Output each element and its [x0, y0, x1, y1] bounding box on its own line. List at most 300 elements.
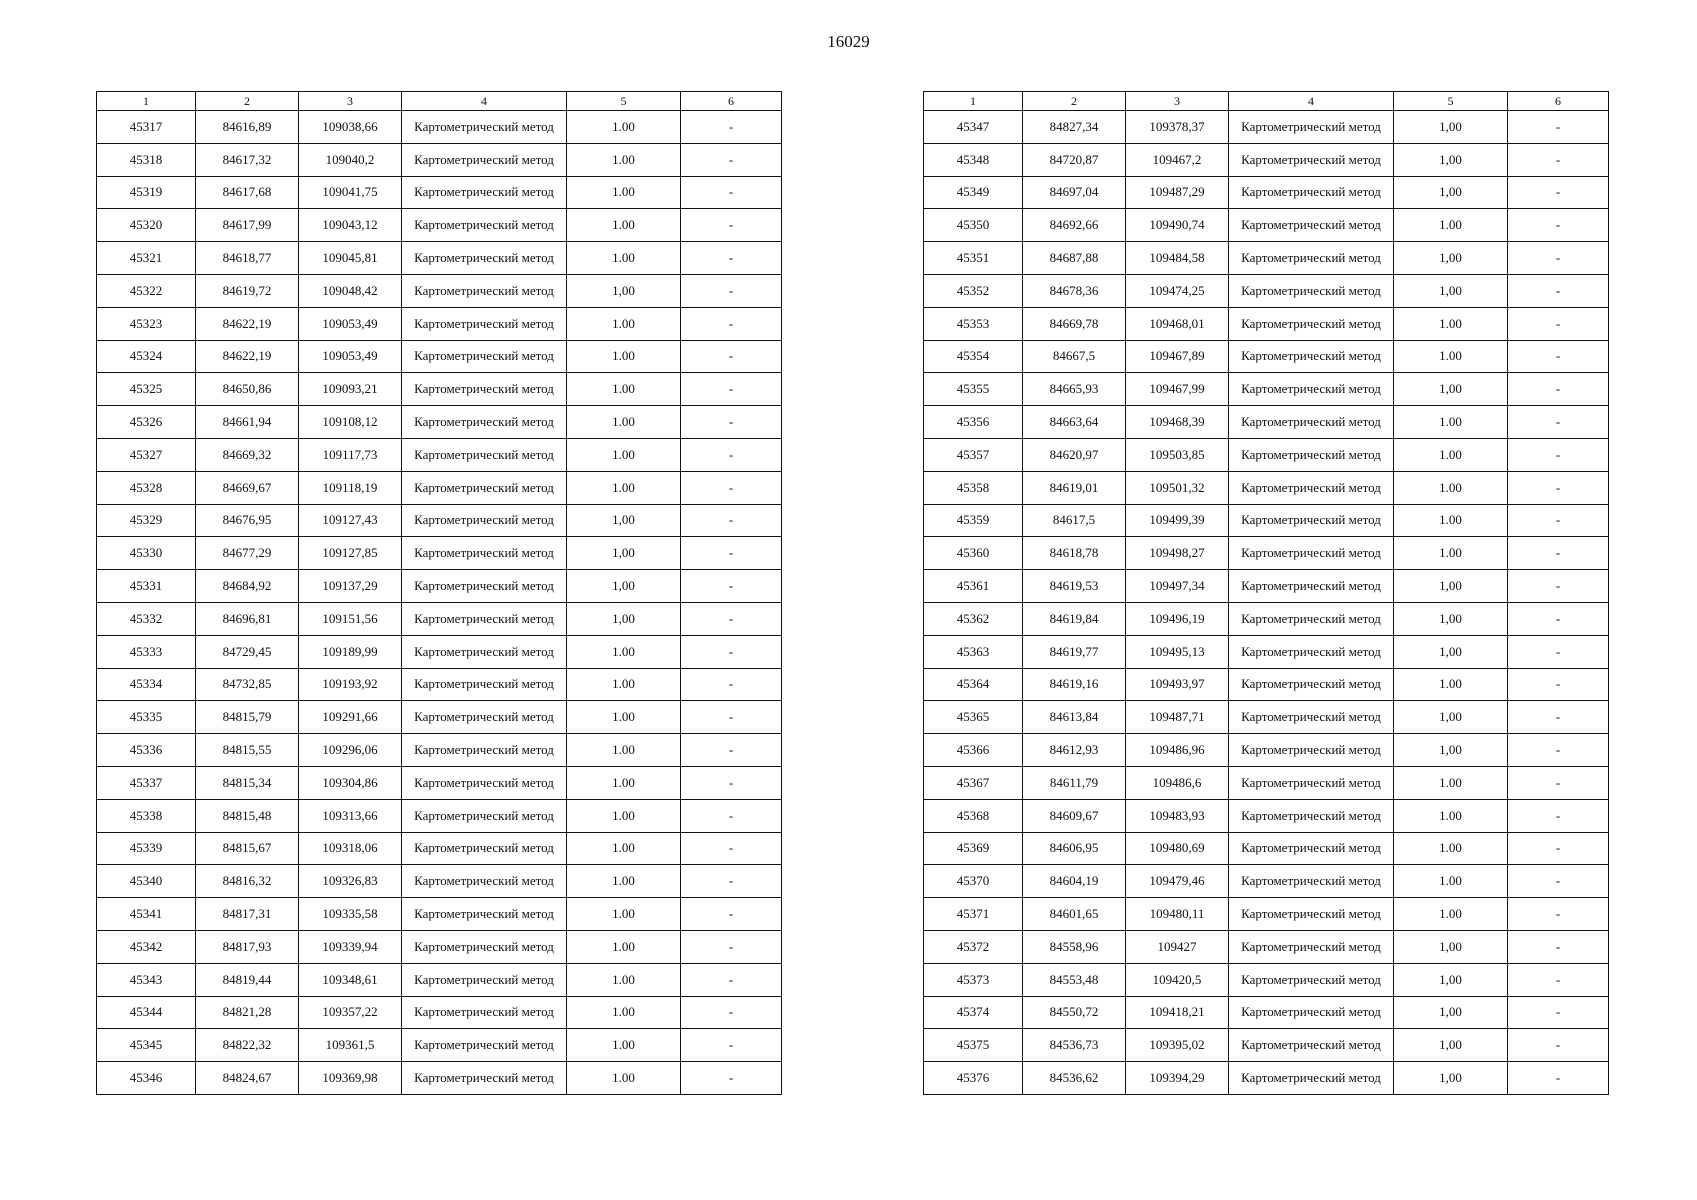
note-cell: - [681, 734, 782, 767]
y-coordinate-cell: 109326,83 [299, 865, 402, 898]
method-cell: Картометрический метод [1229, 701, 1394, 734]
table-row [97, 570, 782, 603]
y-coordinate-cell: 109357,22 [299, 996, 402, 1029]
note-cell: - [1508, 865, 1609, 898]
method-cell: Картометрический метод [402, 1062, 567, 1095]
table-row [924, 996, 1609, 1029]
note-cell: - [681, 1029, 782, 1062]
y-coordinate-cell: 109193,92 [299, 668, 402, 701]
table-row [97, 963, 782, 996]
note-cell: - [1508, 242, 1609, 275]
accuracy-cell: 1,00 [1394, 242, 1508, 275]
method-cell: Картометрический метод [1229, 504, 1394, 537]
point-number-cell: 45376 [924, 1062, 1023, 1095]
point-number-cell: 45358 [924, 471, 1023, 504]
method-cell: Картометрический метод [1229, 635, 1394, 668]
x-coordinate-cell: 84553,48 [1023, 963, 1126, 996]
method-cell: Картометрический метод [1229, 143, 1394, 176]
method-cell: Картометрический метод [402, 766, 567, 799]
point-number-cell: 45364 [924, 668, 1023, 701]
y-coordinate-cell: 109427 [1126, 930, 1229, 963]
accuracy-cell: 1.00 [567, 996, 681, 1029]
point-number-cell: 45347 [924, 111, 1023, 144]
table-header-row [924, 92, 1609, 111]
y-coordinate-cell: 109038,66 [299, 111, 402, 144]
x-coordinate-cell: 84676,95 [196, 504, 299, 537]
point-number-cell: 45341 [97, 898, 196, 931]
x-coordinate-cell: 84617,32 [196, 143, 299, 176]
table-row [924, 865, 1609, 898]
y-coordinate-cell: 109348,61 [299, 963, 402, 996]
accuracy-cell: 1.00 [1394, 898, 1508, 931]
accuracy-cell: 1.00 [1394, 832, 1508, 865]
accuracy-cell: 1.00 [567, 668, 681, 701]
y-coordinate-cell: 109127,43 [299, 504, 402, 537]
table-row [97, 143, 782, 176]
accuracy-cell: 1,00 [1394, 1062, 1508, 1095]
table-row [924, 766, 1609, 799]
method-cell: Картометрический метод [402, 406, 567, 439]
x-coordinate-cell: 84819,44 [196, 963, 299, 996]
method-cell: Картометрический метод [1229, 1029, 1394, 1062]
note-cell: - [681, 930, 782, 963]
point-number-cell: 45357 [924, 438, 1023, 471]
column-header: 6 [681, 92, 782, 111]
x-coordinate-cell: 84618,77 [196, 242, 299, 275]
y-coordinate-cell: 109304,86 [299, 766, 402, 799]
method-cell: Картометрический метод [1229, 176, 1394, 209]
note-cell: - [1508, 1029, 1609, 1062]
y-coordinate-cell: 109420,5 [1126, 963, 1229, 996]
method-cell: Картометрический метод [1229, 734, 1394, 767]
point-number-cell: 45366 [924, 734, 1023, 767]
point-number-cell: 45356 [924, 406, 1023, 439]
y-coordinate-cell: 109394,29 [1126, 1062, 1229, 1095]
note-cell: - [1508, 406, 1609, 439]
method-cell: Картометрический метод [1229, 1062, 1394, 1095]
method-cell: Картометрический метод [1229, 209, 1394, 242]
point-number-cell: 45323 [97, 307, 196, 340]
y-coordinate-cell: 109468,39 [1126, 406, 1229, 439]
point-number-cell: 45346 [97, 1062, 196, 1095]
point-number-cell: 45345 [97, 1029, 196, 1062]
table-row [97, 373, 782, 406]
accuracy-cell: 1,00 [1394, 570, 1508, 603]
table-row [97, 242, 782, 275]
accuracy-cell: 1,00 [1394, 176, 1508, 209]
y-coordinate-cell: 109479,46 [1126, 865, 1229, 898]
table-row [97, 832, 782, 865]
note-cell: - [681, 176, 782, 209]
table-row [97, 1029, 782, 1062]
note-cell: - [1508, 537, 1609, 570]
point-number-cell: 45342 [97, 930, 196, 963]
y-coordinate-cell: 109335,58 [299, 898, 402, 931]
point-number-cell: 45353 [924, 307, 1023, 340]
table-row [924, 570, 1609, 603]
column-header: 6 [1508, 92, 1609, 111]
table-row [97, 471, 782, 504]
note-cell: - [1508, 373, 1609, 406]
method-cell: Картометрический метод [1229, 111, 1394, 144]
accuracy-cell: 1.00 [567, 865, 681, 898]
y-coordinate-cell: 109093,21 [299, 373, 402, 406]
note-cell: - [1508, 668, 1609, 701]
point-number-cell: 45329 [97, 504, 196, 537]
accuracy-cell: 1.00 [1394, 209, 1508, 242]
x-coordinate-cell: 84669,78 [1023, 307, 1126, 340]
table-row [97, 734, 782, 767]
method-cell: Картометрический метод [1229, 406, 1394, 439]
x-coordinate-cell: 84665,93 [1023, 373, 1126, 406]
point-number-cell: 45334 [97, 668, 196, 701]
accuracy-cell: 1,00 [1394, 111, 1508, 144]
method-cell: Картометрический метод [402, 602, 567, 635]
note-cell: - [681, 996, 782, 1029]
x-coordinate-cell: 84619,77 [1023, 635, 1126, 668]
coordinates-table-right [923, 91, 1609, 1095]
table-row [924, 898, 1609, 931]
note-cell: - [1508, 340, 1609, 373]
method-cell: Картометрический метод [402, 209, 567, 242]
note-cell: - [1508, 504, 1609, 537]
y-coordinate-cell: 109043,12 [299, 209, 402, 242]
accuracy-cell: 1.00 [1394, 471, 1508, 504]
method-cell: Картометрический метод [402, 111, 567, 144]
table-row [924, 930, 1609, 963]
method-cell: Картометрический метод [402, 340, 567, 373]
note-cell: - [1508, 734, 1609, 767]
method-cell: Картометрический метод [1229, 537, 1394, 570]
note-cell: - [681, 602, 782, 635]
table-row [924, 1062, 1609, 1095]
method-cell: Картометрический метод [402, 438, 567, 471]
point-number-cell: 45328 [97, 471, 196, 504]
note-cell: - [1508, 996, 1609, 1029]
note-cell: - [681, 963, 782, 996]
point-number-cell: 45332 [97, 602, 196, 635]
y-coordinate-cell: 109496,19 [1126, 602, 1229, 635]
x-coordinate-cell: 84824,67 [196, 1062, 299, 1095]
accuracy-cell: 1.00 [567, 1062, 681, 1095]
note-cell: - [681, 504, 782, 537]
column-header: 2 [196, 92, 299, 111]
note-cell: - [681, 406, 782, 439]
column-header: 2 [1023, 92, 1126, 111]
accuracy-cell: 1.00 [1394, 406, 1508, 439]
note-cell: - [1508, 471, 1609, 504]
y-coordinate-cell: 109467,89 [1126, 340, 1229, 373]
method-cell: Картометрический метод [1229, 996, 1394, 1029]
x-coordinate-cell: 84696,81 [196, 602, 299, 635]
x-coordinate-cell: 84822,32 [196, 1029, 299, 1062]
note-cell: - [1508, 602, 1609, 635]
column-header: 1 [924, 92, 1023, 111]
point-number-cell: 45371 [924, 898, 1023, 931]
column-header: 5 [1394, 92, 1508, 111]
table-row [97, 766, 782, 799]
point-number-cell: 45368 [924, 799, 1023, 832]
accuracy-cell: 1.00 [1394, 307, 1508, 340]
method-cell: Картометрический метод [1229, 865, 1394, 898]
x-coordinate-cell: 84617,68 [196, 176, 299, 209]
table-row [97, 537, 782, 570]
table-row [97, 996, 782, 1029]
point-number-cell: 45352 [924, 274, 1023, 307]
point-number-cell: 45367 [924, 766, 1023, 799]
note-cell: - [681, 340, 782, 373]
accuracy-cell: 1.00 [567, 799, 681, 832]
table-row [97, 340, 782, 373]
table-row [97, 307, 782, 340]
x-coordinate-cell: 84609,67 [1023, 799, 1126, 832]
y-coordinate-cell: 109467,99 [1126, 373, 1229, 406]
note-cell: - [681, 570, 782, 603]
table-row [924, 438, 1609, 471]
table-row [924, 537, 1609, 570]
point-number-cell: 45326 [97, 406, 196, 439]
x-coordinate-cell: 84815,34 [196, 766, 299, 799]
accuracy-cell: 1.00 [567, 242, 681, 275]
point-number-cell: 45359 [924, 504, 1023, 537]
note-cell: - [1508, 1062, 1609, 1095]
x-coordinate-cell: 84669,32 [196, 438, 299, 471]
x-coordinate-cell: 84817,93 [196, 930, 299, 963]
method-cell: Картометрический метод [402, 734, 567, 767]
x-coordinate-cell: 84619,16 [1023, 668, 1126, 701]
method-cell: Картометрический метод [1229, 438, 1394, 471]
note-cell: - [1508, 799, 1609, 832]
x-coordinate-cell: 84720,87 [1023, 143, 1126, 176]
note-cell: - [1508, 209, 1609, 242]
y-coordinate-cell: 109503,85 [1126, 438, 1229, 471]
x-coordinate-cell: 84606,95 [1023, 832, 1126, 865]
accuracy-cell: 1.00 [1394, 668, 1508, 701]
method-cell: Картометрический метод [1229, 570, 1394, 603]
table-row [924, 471, 1609, 504]
y-coordinate-cell: 109041,75 [299, 176, 402, 209]
point-number-cell: 45375 [924, 1029, 1023, 1062]
note-cell: - [1508, 635, 1609, 668]
y-coordinate-cell: 109127,85 [299, 537, 402, 570]
table-row [924, 635, 1609, 668]
point-number-cell: 45372 [924, 930, 1023, 963]
accuracy-cell: 1,00 [567, 537, 681, 570]
y-coordinate-cell: 109318,06 [299, 832, 402, 865]
x-coordinate-cell: 84821,28 [196, 996, 299, 1029]
method-cell: Картометрический метод [402, 143, 567, 176]
point-number-cell: 45330 [97, 537, 196, 570]
accuracy-cell: 1,00 [1394, 701, 1508, 734]
table-row [97, 209, 782, 242]
point-number-cell: 45350 [924, 209, 1023, 242]
method-cell: Картометрический метод [1229, 307, 1394, 340]
point-number-cell: 45319 [97, 176, 196, 209]
note-cell: - [681, 668, 782, 701]
x-coordinate-cell: 84622,19 [196, 307, 299, 340]
x-coordinate-cell: 84622,19 [196, 340, 299, 373]
point-number-cell: 45365 [924, 701, 1023, 734]
point-number-cell: 45348 [924, 143, 1023, 176]
table-row [97, 1062, 782, 1095]
y-coordinate-cell: 109137,29 [299, 570, 402, 603]
column-header: 4 [1229, 92, 1394, 111]
table-row [924, 209, 1609, 242]
x-coordinate-cell: 84619,72 [196, 274, 299, 307]
table-row [924, 1029, 1609, 1062]
note-cell: - [681, 766, 782, 799]
method-cell: Картометрический метод [402, 635, 567, 668]
table-row [924, 701, 1609, 734]
point-number-cell: 45374 [924, 996, 1023, 1029]
table-row [924, 340, 1609, 373]
accuracy-cell: 1.00 [1394, 799, 1508, 832]
y-coordinate-cell: 109474,25 [1126, 274, 1229, 307]
table-row [924, 668, 1609, 701]
x-coordinate-cell: 84815,79 [196, 701, 299, 734]
note-cell: - [681, 274, 782, 307]
accuracy-cell: 1,00 [1394, 274, 1508, 307]
x-coordinate-cell: 84827,34 [1023, 111, 1126, 144]
method-cell: Картометрический метод [402, 930, 567, 963]
note-cell: - [1508, 701, 1609, 734]
x-coordinate-cell: 84618,78 [1023, 537, 1126, 570]
note-cell: - [681, 898, 782, 931]
y-coordinate-cell: 109499,39 [1126, 504, 1229, 537]
note-cell: - [1508, 111, 1609, 144]
y-coordinate-cell: 109339,94 [299, 930, 402, 963]
accuracy-cell: 1,00 [1394, 635, 1508, 668]
point-number-cell: 45337 [97, 766, 196, 799]
method-cell: Картометрический метод [402, 668, 567, 701]
x-coordinate-cell: 84550,72 [1023, 996, 1126, 1029]
point-number-cell: 45331 [97, 570, 196, 603]
point-number-cell: 45339 [97, 832, 196, 865]
table-row [924, 602, 1609, 635]
column-header: 3 [1126, 92, 1229, 111]
method-cell: Картометрический метод [402, 832, 567, 865]
accuracy-cell: 1.00 [567, 734, 681, 767]
note-cell: - [1508, 438, 1609, 471]
table-row [97, 602, 782, 635]
point-number-cell: 45336 [97, 734, 196, 767]
y-coordinate-cell: 109467,2 [1126, 143, 1229, 176]
y-coordinate-cell: 109189,99 [299, 635, 402, 668]
accuracy-cell: 1.00 [567, 930, 681, 963]
y-coordinate-cell: 109468,01 [1126, 307, 1229, 340]
accuracy-cell: 1.00 [567, 340, 681, 373]
table-row [97, 438, 782, 471]
x-coordinate-cell: 84815,67 [196, 832, 299, 865]
table-row [97, 898, 782, 931]
note-cell: - [681, 1062, 782, 1095]
accuracy-cell: 1,00 [567, 274, 681, 307]
table-row [924, 143, 1609, 176]
x-coordinate-cell: 84617,99 [196, 209, 299, 242]
coordinates-table-left [96, 91, 782, 1095]
x-coordinate-cell: 84536,62 [1023, 1062, 1126, 1095]
y-coordinate-cell: 109378,37 [1126, 111, 1229, 144]
point-number-cell: 45361 [924, 570, 1023, 603]
y-coordinate-cell: 109490,74 [1126, 209, 1229, 242]
method-cell: Картометрический метод [402, 242, 567, 275]
table-row [97, 668, 782, 701]
x-coordinate-cell: 84619,84 [1023, 602, 1126, 635]
point-number-cell: 45362 [924, 602, 1023, 635]
accuracy-cell: 1,00 [1394, 602, 1508, 635]
accuracy-cell: 1,00 [1394, 1029, 1508, 1062]
x-coordinate-cell: 84601,65 [1023, 898, 1126, 931]
y-coordinate-cell: 109108,12 [299, 406, 402, 439]
table-row [924, 406, 1609, 439]
x-coordinate-cell: 84619,01 [1023, 471, 1126, 504]
table-row [97, 176, 782, 209]
x-coordinate-cell: 84678,36 [1023, 274, 1126, 307]
accuracy-cell: 1.00 [1394, 504, 1508, 537]
table-row [924, 111, 1609, 144]
accuracy-cell: 1.00 [567, 209, 681, 242]
method-cell: Картометрический метод [1229, 930, 1394, 963]
column-header: 5 [567, 92, 681, 111]
y-coordinate-cell: 109040,2 [299, 143, 402, 176]
method-cell: Картометрический метод [1229, 963, 1394, 996]
point-number-cell: 45369 [924, 832, 1023, 865]
point-number-cell: 45321 [97, 242, 196, 275]
y-coordinate-cell: 109117,73 [299, 438, 402, 471]
note-cell: - [681, 111, 782, 144]
y-coordinate-cell: 109480,69 [1126, 832, 1229, 865]
table-row [924, 307, 1609, 340]
method-cell: Картометрический метод [402, 1029, 567, 1062]
note-cell: - [681, 701, 782, 734]
y-coordinate-cell: 109483,93 [1126, 799, 1229, 832]
y-coordinate-cell: 109045,81 [299, 242, 402, 275]
note-cell: - [681, 307, 782, 340]
x-coordinate-cell: 84650,86 [196, 373, 299, 406]
x-coordinate-cell: 84815,55 [196, 734, 299, 767]
note-cell: - [681, 143, 782, 176]
x-coordinate-cell: 84692,66 [1023, 209, 1126, 242]
point-number-cell: 45333 [97, 635, 196, 668]
method-cell: Картометрический метод [402, 963, 567, 996]
table-row [97, 504, 782, 537]
table-row [924, 242, 1609, 275]
note-cell: - [681, 865, 782, 898]
table-row [97, 701, 782, 734]
x-coordinate-cell: 84619,53 [1023, 570, 1126, 603]
x-coordinate-cell: 84661,94 [196, 406, 299, 439]
table-row [97, 635, 782, 668]
accuracy-cell: 1,00 [1394, 963, 1508, 996]
table-row [924, 963, 1609, 996]
method-cell: Картометрический метод [402, 373, 567, 406]
accuracy-cell: 1,00 [567, 504, 681, 537]
accuracy-cell: 1.00 [567, 143, 681, 176]
y-coordinate-cell: 109395,02 [1126, 1029, 1229, 1062]
x-coordinate-cell: 84677,29 [196, 537, 299, 570]
accuracy-cell: 1.00 [567, 1029, 681, 1062]
page-number: 16029 [827, 32, 870, 51]
note-cell: - [1508, 176, 1609, 209]
point-number-cell: 45327 [97, 438, 196, 471]
x-coordinate-cell: 84620,97 [1023, 438, 1126, 471]
x-coordinate-cell: 84687,88 [1023, 242, 1126, 275]
x-coordinate-cell: 84684,92 [196, 570, 299, 603]
table-row [97, 799, 782, 832]
point-number-cell: 45322 [97, 274, 196, 307]
point-number-cell: 45325 [97, 373, 196, 406]
table-row [924, 176, 1609, 209]
